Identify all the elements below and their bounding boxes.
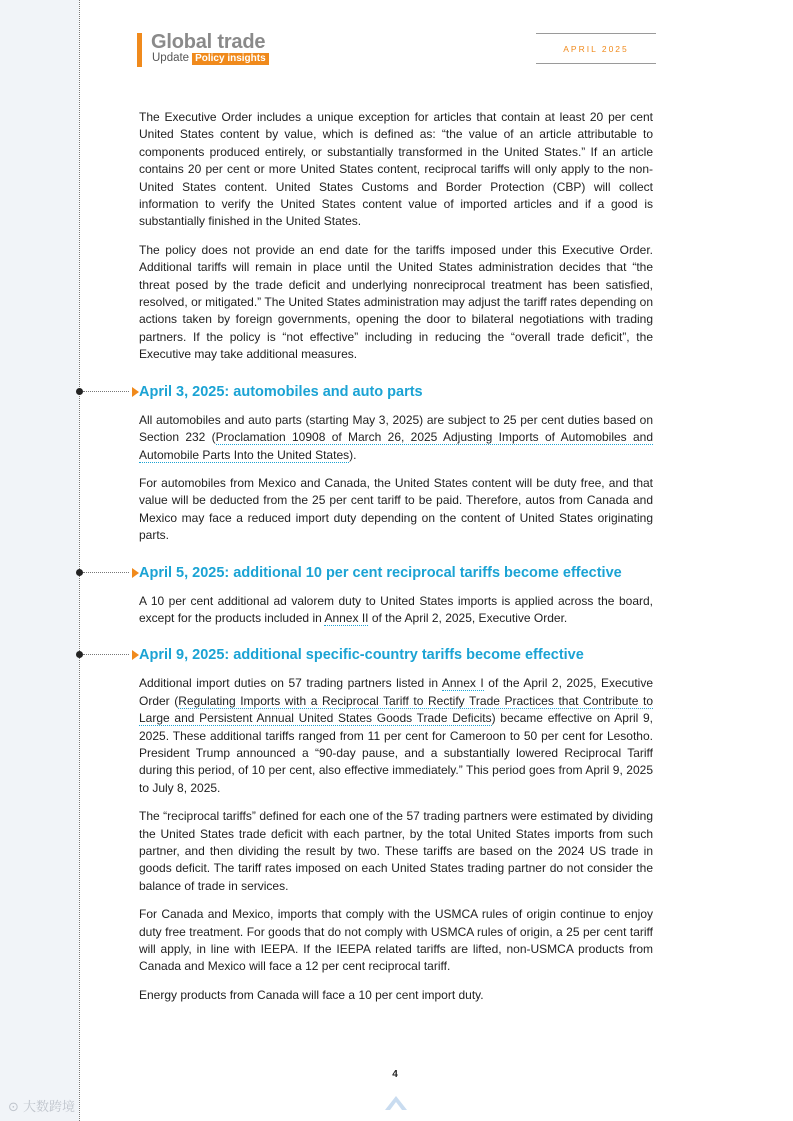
left-margin-band: [0, 0, 79, 1121]
section-heading: [139, 563, 653, 583]
text: Additional import duties on 57 trading partners listed in: [139, 676, 442, 691]
text: ).: [349, 447, 357, 462]
section-date: April 5, 2025:: [139, 564, 230, 581]
intro-paragraph-2: The policy does not provide an end date for the tariffs imposed under this Executive Order. Additional tariffs will remain in place until the United States administration decides that “the threat posed by the trade deficit and underlying nonreciprocal treatment has been satisfied, resolved, or mitigated.” The United States administration may adjust the tariff rates depending on actions taken by foreign governments, opening the door to bilateral negotiations with trading partners. If the policy is “not effective” including in reducing the “overall trade deficit”, the Executive may take additional measures.: [139, 242, 653, 362]
annex-i-link[interactable]: Annex I: [441, 676, 484, 691]
section-april-9: [139, 645, 653, 665]
timeline-leader: [83, 391, 129, 392]
text: A 10 per cent additional ad valorem duty to United States imports is applied across the board, except for the products included in: [139, 593, 653, 625]
section-april-5: [139, 563, 653, 583]
section-date: April 3, 2025:: [139, 383, 230, 400]
arrow-right-icon: [132, 387, 139, 397]
watermark: [8, 1096, 75, 1115]
timeline-dot: [76, 651, 83, 658]
timeline-marker: [76, 388, 136, 396]
text: of the April 2, 2025, Executive Order (: [139, 676, 653, 708]
intro-paragraph-1: The Executive Order includes a unique exception for articles that contain at least 20 per cent United States content by value, which is defined as: “the value of an article attributable to components produced entirely, or substantially transformed in the United States.” If an article contains 20 per cent or more United States content, reciprocal tariffs will only apply to the non-United States content. United States Customs and Border Protection (CBP) will collect information to verify the United States content value of imported articles and if a good is substantially finished in the United States.: [139, 110, 653, 229]
header-accent-bar: [137, 33, 142, 67]
text: All automobiles and auto parts (starting May 3, 2025) are subject to 25 per cent duties based on Section 232 (: [139, 412, 653, 445]
brand-subtitle-text: Update: [152, 52, 190, 64]
section3-paragraph-4: Energy products from Canada will face a 10 per cent import duty.: [139, 987, 484, 1002]
brand-tag: Policy insights: [192, 53, 269, 65]
timeline-marker: [76, 569, 136, 577]
text: of the April 2, 2025, Executive Order.: [368, 610, 568, 625]
timeline-marker: [76, 651, 136, 659]
arrow-right-icon: [132, 568, 139, 578]
proclamation-link[interactable]: Proclamation 10908 of March 26, 2025 Adjusting Imports of Automobiles and Automobile Parts Into the United States: [139, 430, 654, 462]
brand-subtitle: [152, 52, 269, 65]
annex-ii-link[interactable]: Annex II: [324, 610, 369, 625]
section-title: automobiles and auto parts: [233, 383, 423, 400]
watermark-text: 大数跨境: [23, 1100, 76, 1115]
section2-paragraph-1: [139, 593, 653, 628]
section-heading: [139, 382, 653, 402]
chevron-up-icon[interactable]: [383, 1090, 409, 1112]
section1-paragraph-1: [139, 412, 653, 464]
arrow-right-icon: [132, 650, 139, 660]
timeline-dot: [76, 388, 83, 395]
timeline-dotted-line: [79, 0, 80, 1121]
section-april-3: [139, 382, 653, 402]
page-number: 4: [392, 1069, 398, 1080]
section3-paragraph-1: [139, 675, 653, 797]
text: ) became effective on April 9, 2025. These additional tariffs ranged from 11 per cent for Cameroon to 50 per cent for Lesotho. President Trump announced a “90-day pause, and a substantially lowered Reciprocal Tariff during this period, of 10 per cent, also effective immediately.” This period goes from April 9, 2025 to July 8, 2025.: [139, 711, 654, 795]
brand-title: Global trade: [151, 31, 266, 53]
timeline-dot: [76, 569, 83, 576]
section1-paragraph-2: For automobiles from Mexico and Canada, the United States content will be duty free, and that value will be deducted from the 25 per cent tariff to be paid. Therefore, autos from Canada and Mexico may face a reduced import duty depending on the content of United States originating parts.: [139, 475, 653, 543]
section-title: additional 10 per cent reciprocal tariffs become effective: [233, 564, 622, 581]
section-date: April 9, 2025:: [139, 647, 230, 664]
timeline-leader: [83, 572, 129, 573]
executive-order-link[interactable]: Regulating Imports with a Reciprocal Tariff to Rectify Trade Practices that Contribute to Large and Persistent Annual United States Goods Trade Deficits: [139, 693, 653, 726]
watermark-logo-icon: ⊙: [8, 1100, 19, 1115]
main-content: [139, 109, 653, 1015]
section3-paragraph-2: The “reciprocal tariffs” defined for each one of the 57 trading partners were estimated by dividing the United States trade deficit with each partner, by the total United States imports from such partner, and then dividing the result by two. These tariffs are based on the 2024 US trade in goods deficit. The tariff rates imposed on each United States trading partner do not consider the balance of trade in services.: [139, 809, 653, 893]
section3-paragraph-3: For Canada and Mexico, imports that comply with the USMCA rules of origin continue to enjoy duty free treatment. For goods that do not comply with USMCA rules of origin, a 25 per cent tariff will apply, in line with IEEPA. If the IEEPA related tariffs are lifted, non-USMCA products from Canada and Mexico will face a 12 per cent reciprocal tariff.: [139, 907, 653, 974]
section-heading: [139, 645, 653, 665]
section-title: additional specific-country tariffs become effective: [233, 647, 584, 664]
timeline-leader: [83, 654, 129, 655]
issue-date: APRIL 2025: [536, 33, 656, 64]
